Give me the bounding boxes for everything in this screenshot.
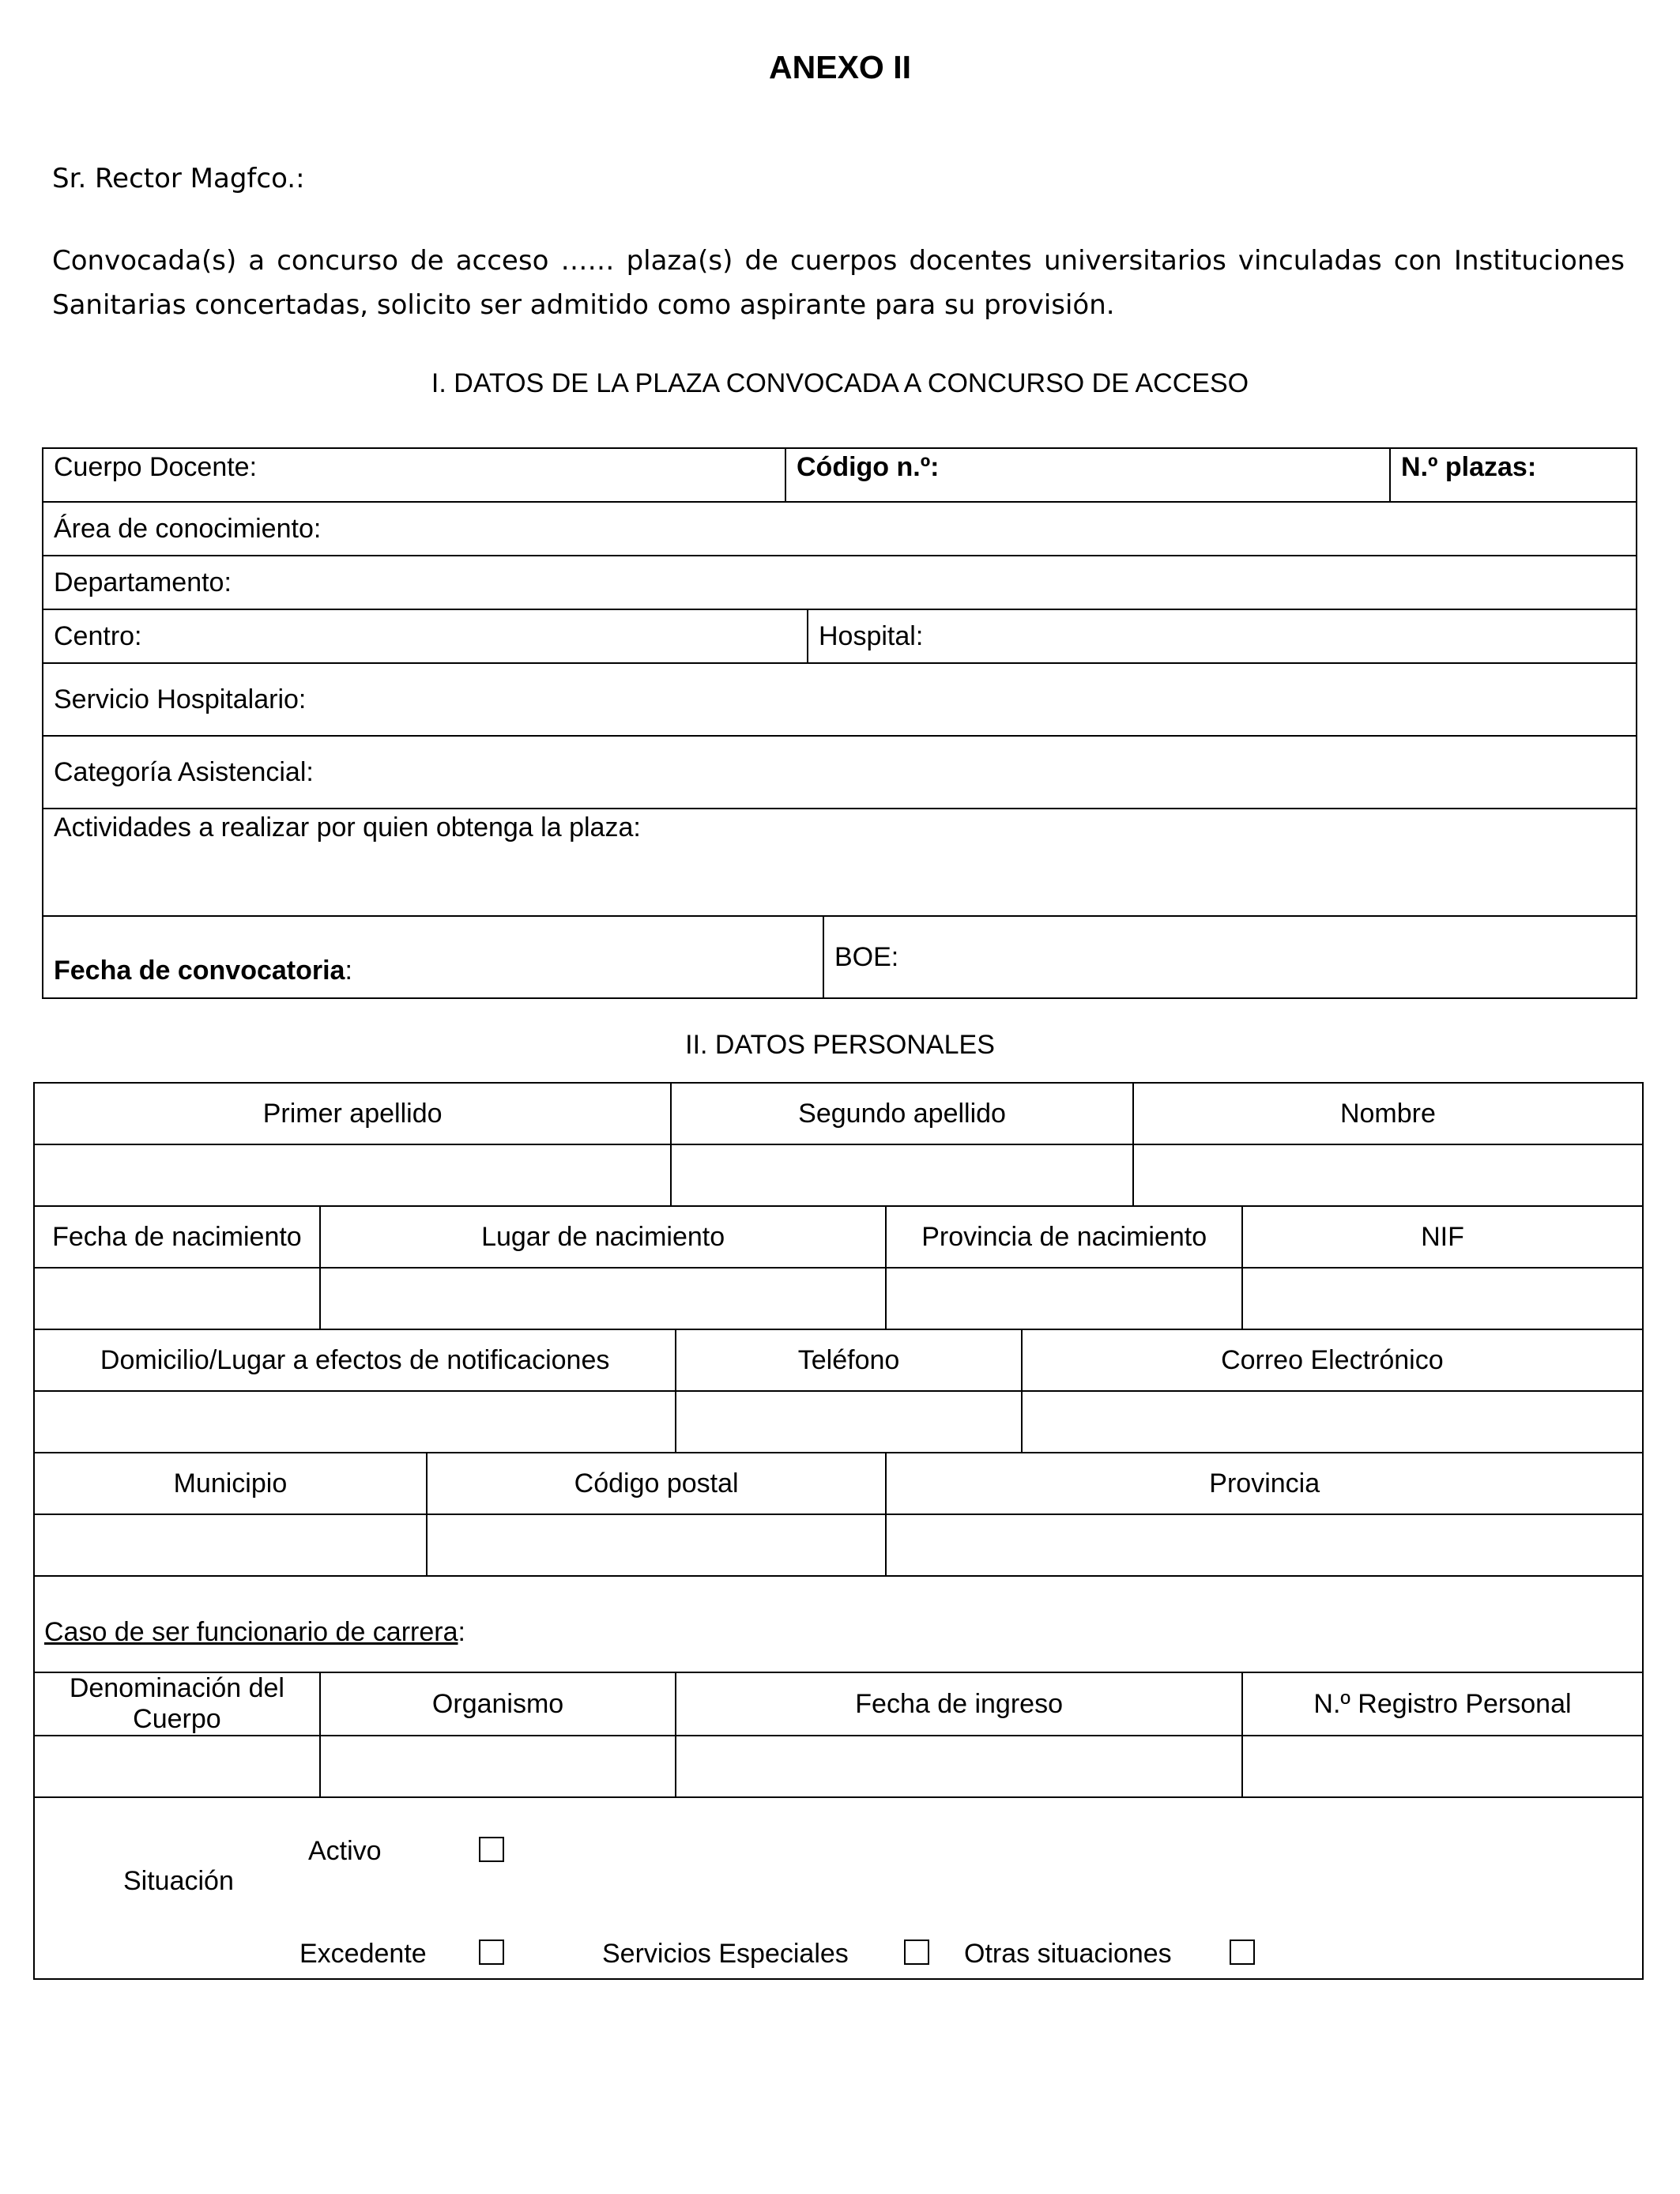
municipio-input[interactable] xyxy=(34,1514,427,1576)
codigo-postal-input[interactable] xyxy=(427,1514,887,1576)
funcionario-caption-colon: : xyxy=(458,1617,465,1647)
nombre-header: Nombre xyxy=(1133,1083,1643,1144)
intro-paragraph: Convocada(s) a concurso de acceso …… plaza(s) de cuerpos docentes universitarios vinculadas con Instituciones Sanitarias concertadas, solicito ser admitido como aspirante para su provisión. xyxy=(52,245,1625,321)
personal-table xyxy=(33,1082,1644,1980)
fecha-nacimiento-input[interactable] xyxy=(34,1268,320,1329)
lugar-nacimiento-header: Lugar de nacimiento xyxy=(320,1206,887,1268)
provincia-input[interactable] xyxy=(886,1514,1643,1576)
fecha-nacimiento-header: Fecha de nacimiento xyxy=(34,1206,320,1268)
section1-title: I. DATOS DE LA PLAZA CONVOCADA A CONCURSO DE ACCESO xyxy=(431,368,1249,398)
segundo-apellido-header: Segundo apellido xyxy=(671,1083,1133,1144)
segundo-apellido-input[interactable] xyxy=(671,1144,1133,1206)
provincia-nacimiento-header: Provincia de nacimiento xyxy=(886,1206,1242,1268)
funcionario-caption-cell xyxy=(34,1576,1643,1672)
domicilio-header: Domicilio/Lugar a efectos de notificaciones xyxy=(34,1329,676,1391)
codigo-postal-header: Código postal xyxy=(427,1453,887,1514)
n-plazas-label: N.º plazas: xyxy=(1401,452,1537,482)
excedente-checkbox[interactable] xyxy=(479,1936,504,1966)
area-field[interactable] xyxy=(43,502,1637,556)
domicilio-input[interactable] xyxy=(34,1391,676,1453)
hospital-label: Hospital: xyxy=(819,620,924,651)
registro-header: N.º Registro Personal xyxy=(1242,1672,1643,1736)
telefono-header: Teléfono xyxy=(676,1329,1021,1391)
fecha-convocatoria-label: Fecha de convocatoria xyxy=(54,956,345,986)
nif-input[interactable] xyxy=(1242,1268,1643,1329)
organismo-header: Organismo xyxy=(320,1672,676,1736)
situacion-label: Situación xyxy=(123,1866,234,1896)
centro-label: Centro: xyxy=(54,620,142,651)
categoria-field[interactable] xyxy=(43,736,1637,809)
fecha-convocatoria-field[interactable] xyxy=(43,916,823,998)
denominacion-input[interactable] xyxy=(34,1736,320,1797)
plaza-table xyxy=(42,447,1637,999)
n-plazas-field[interactable] xyxy=(1390,448,1637,502)
excedente-label: Excedente xyxy=(299,1939,427,1969)
organismo-input[interactable] xyxy=(320,1736,676,1797)
codigo-field[interactable] xyxy=(785,448,1390,502)
lugar-nacimiento-input[interactable] xyxy=(320,1268,887,1329)
salutation: Sr. Rector Magfco.: xyxy=(52,163,305,194)
telefono-input[interactable] xyxy=(676,1391,1021,1453)
centro-field[interactable] xyxy=(43,609,808,663)
nif-header: NIF xyxy=(1242,1206,1643,1268)
nombre-input[interactable] xyxy=(1133,1144,1643,1206)
departamento-label: Departamento: xyxy=(54,567,232,598)
boe-field[interactable] xyxy=(823,916,1637,998)
checkbox-icon xyxy=(904,1940,929,1965)
servicios-especiales-checkbox[interactable] xyxy=(904,1936,929,1966)
cuerpo-docente-label: Cuerpo Docente: xyxy=(54,452,258,482)
provincia-header: Provincia xyxy=(886,1453,1643,1514)
correo-input[interactable] xyxy=(1022,1391,1643,1453)
registro-input[interactable] xyxy=(1242,1736,1643,1797)
fecha-ingreso-header: Fecha de ingreso xyxy=(676,1672,1242,1736)
servicio-field[interactable] xyxy=(43,663,1637,736)
categoria-label: Categoría Asistencial: xyxy=(54,756,314,787)
activo-label: Activo xyxy=(308,1836,382,1866)
situacion-cell xyxy=(34,1797,1643,1979)
provincia-nacimiento-input[interactable] xyxy=(886,1268,1242,1329)
checkbox-icon xyxy=(1230,1940,1255,1965)
checkbox-icon xyxy=(479,1940,504,1965)
primer-apellido-header: Primer apellido xyxy=(34,1083,671,1144)
servicios-especiales-label: Servicios Especiales xyxy=(602,1939,849,1969)
hospital-field[interactable] xyxy=(808,609,1637,663)
otras-situaciones-checkbox[interactable] xyxy=(1230,1936,1255,1966)
otras-situaciones-label: Otras situaciones xyxy=(964,1939,1172,1969)
area-label: Área de conocimiento: xyxy=(54,513,322,544)
correo-header: Correo Electrónico xyxy=(1022,1329,1643,1391)
funcionario-caption: Caso de ser funcionario de carrera xyxy=(44,1617,458,1647)
denominacion-header: Denominación del Cuerpo xyxy=(34,1672,320,1736)
checkbox-icon xyxy=(479,1837,504,1862)
page-title: ANEXO II xyxy=(769,49,911,85)
boe-label: BOE: xyxy=(834,941,899,972)
fecha-ingreso-input[interactable] xyxy=(676,1736,1242,1797)
activo-checkbox[interactable] xyxy=(479,1833,504,1864)
cuerpo-docente-field[interactable] xyxy=(43,448,785,502)
codigo-label: Código n.º: xyxy=(797,452,940,482)
section2-title: II. DATOS PERSONALES xyxy=(685,1030,995,1060)
actividades-label: Actividades a realizar por quien obtenga la plaza: xyxy=(54,812,641,843)
primer-apellido-input[interactable] xyxy=(34,1144,671,1206)
actividades-field[interactable] xyxy=(43,809,1637,916)
servicio-label: Servicio Hospitalario: xyxy=(54,684,307,714)
fecha-convocatoria-colon: : xyxy=(345,956,352,986)
municipio-header: Municipio xyxy=(34,1453,427,1514)
departamento-field[interactable] xyxy=(43,556,1637,609)
